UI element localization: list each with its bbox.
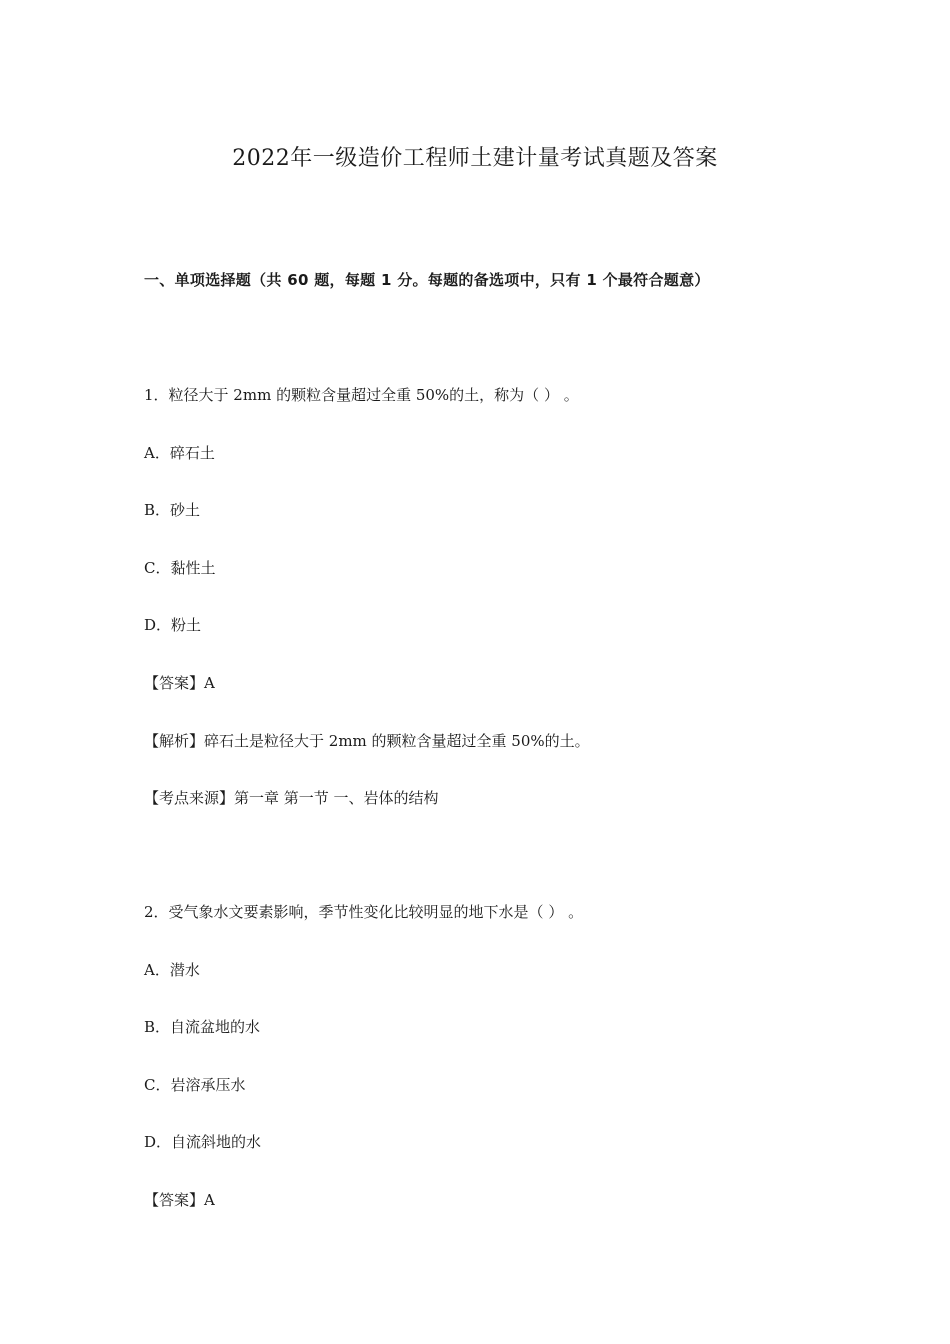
question-2-option-d: D．自流斜地的水	[144, 1133, 262, 1151]
question-2-answer: 【答案】A	[144, 1191, 215, 1209]
question-1-option-d: D．粉土	[144, 616, 202, 634]
question-2-stem: 2．受气象水文要素影响，季节性变化比较明显的地下水是（ ） 。	[144, 903, 584, 921]
section-heading: 一、单项选择题（共 60 题，每题 1 分。每题的备选项中，只有 1 个最符合题意）	[144, 271, 710, 289]
question-1-source: 【考点来源】第一章 第一节 一、岩体的结构	[144, 789, 439, 807]
question-2-option-c: C．岩溶承压水	[144, 1076, 246, 1094]
question-1-answer: 【答案】A	[144, 674, 215, 692]
question-1-stem: 1．粒径大于 2mm 的颗粒含量超过全重 50%的土，称为（ ） 。	[144, 386, 579, 404]
question-2-option-a: A．潜水	[144, 961, 200, 979]
question-1-analysis: 【解析】碎石土是粒径大于 2mm 的颗粒含量超过全重 50%的土。	[144, 732, 590, 750]
question-1-option-b: B．砂土	[144, 501, 201, 519]
question-1-option-c: C．黏性土	[144, 559, 216, 577]
question-1-option-a: A．碎石土	[144, 444, 215, 462]
question-2-option-b: B．自流盆地的水	[144, 1018, 261, 1036]
document-title: 2022年一级造价工程师土建计量考试真题及答案	[232, 146, 718, 171]
